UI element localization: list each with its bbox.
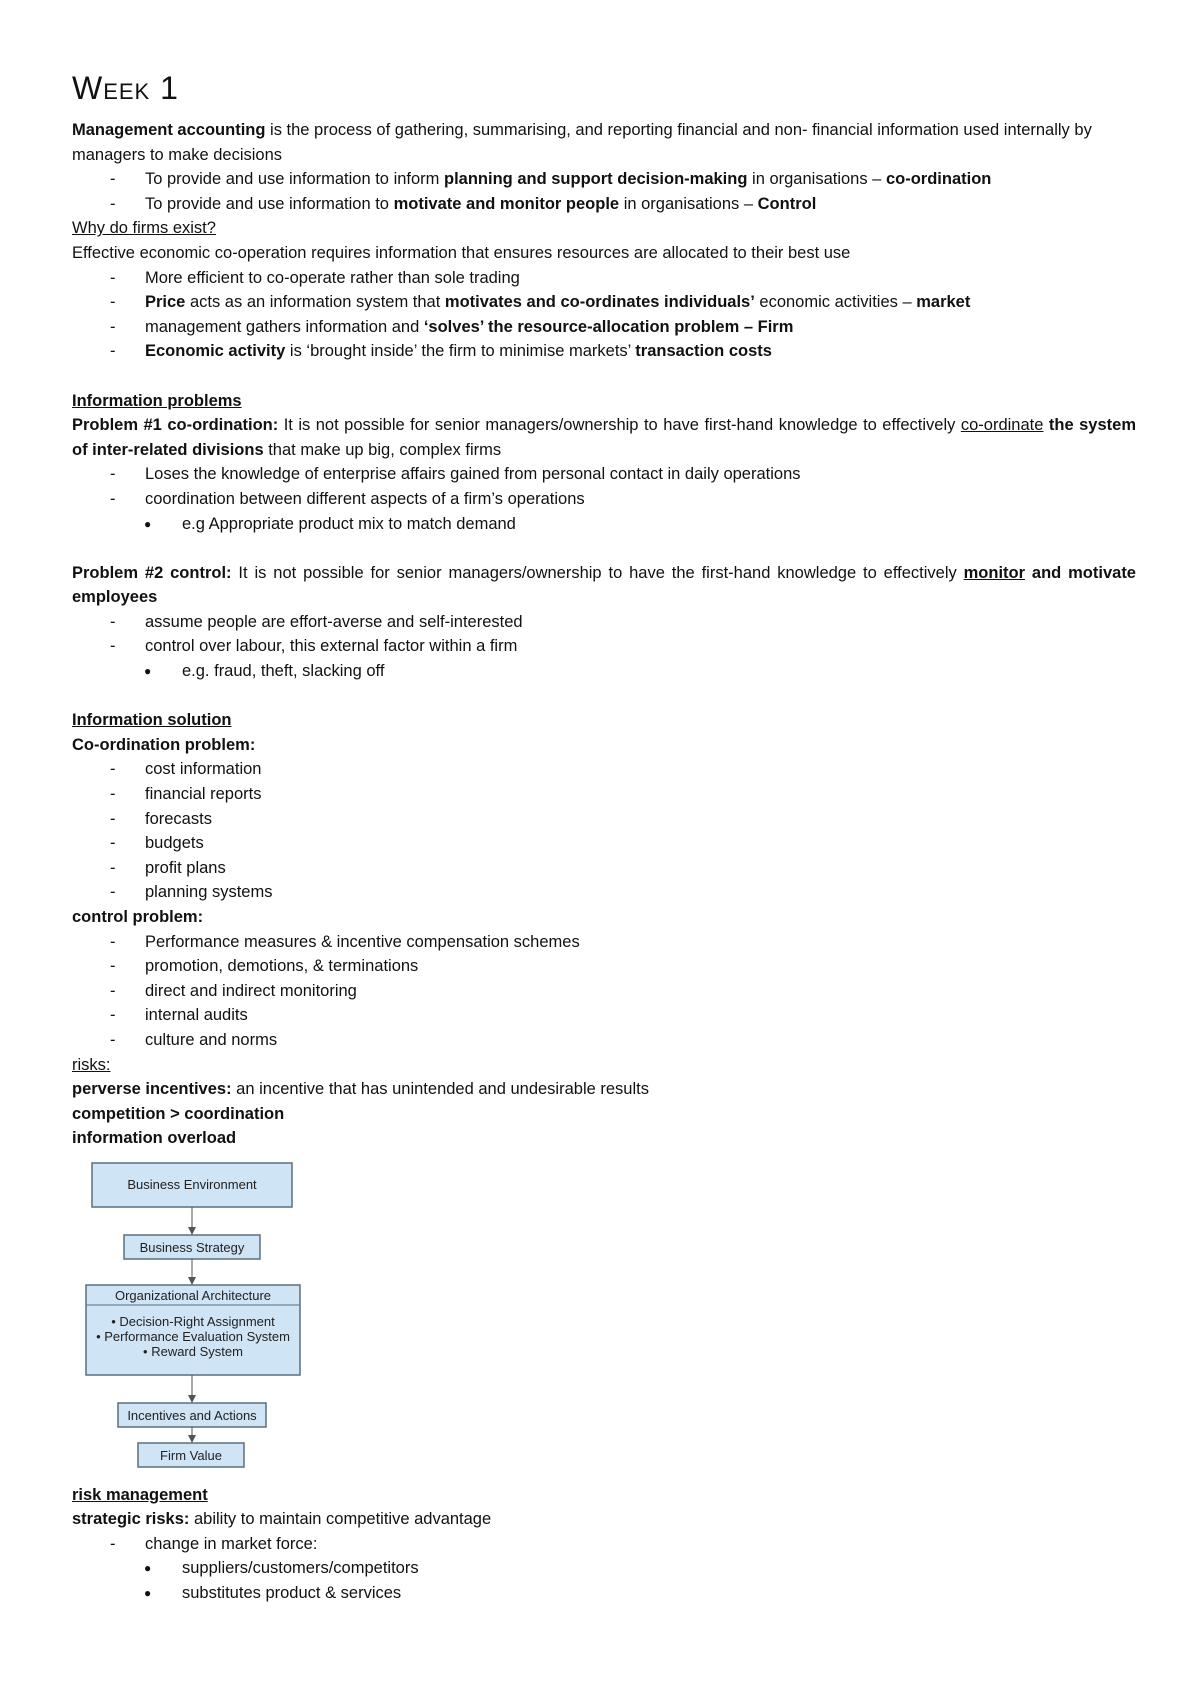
list-item: - change in market force: <box>72 1532 1136 1557</box>
list-item: - coordination between different aspects of a firm’s operations <box>72 487 1136 512</box>
control-label: control problem: <box>72 908 204 926</box>
list-item: ● e.g. fraud, theft, slacking off <box>72 659 1136 684</box>
problem-2-paragraph: Problem #2 control: It is not possible for senior managers/ownership to have the first-hand knowledge to effectively monitor and motivate employees <box>72 563 1136 607</box>
why-text: Effective economic co-operation requires information that ensures resources are allocated to their best use <box>72 243 851 262</box>
perverse-incentives: perverse incentives: an incentive that has unintended and undesirable results <box>72 1080 649 1099</box>
info-solution-heading: Information solution <box>72 711 232 730</box>
list-item: - management gathers information and ‘solves’ the resource-allocation problem – Firm <box>72 315 1136 340</box>
risk-list <box>72 1532 1136 1557</box>
coordination-label: Co-ordination problem: <box>72 735 256 754</box>
problem-2-sublist <box>72 659 1136 684</box>
svg-text:• Reward System: • Reward System <box>143 1343 243 1359</box>
incentives-actions-box <box>118 1403 266 1427</box>
problem-1-list <box>72 462 1136 511</box>
svg-text:Incentives and Actions: Incentives and Actions <box>127 1407 257 1423</box>
list-item: - assume people are effort-averse and self-interested <box>72 610 1136 635</box>
svg-text:Business Strategy: Business Strategy <box>139 1239 245 1255</box>
risk-sublist <box>72 1556 1136 1605</box>
organizational-architecture-box <box>86 1285 300 1375</box>
architecture-flowchart <box>82 1159 302 1469</box>
business-strategy-box <box>124 1235 260 1259</box>
list-item: - Economic activity is ‘brought inside’ the firm to minimise markets’ transaction costs <box>72 339 1136 364</box>
list-item: - promotion, demotions, & terminations <box>72 954 1136 979</box>
intro-text: is the process of gathering, summarising, and reporting financial and non- financial information used internally by managers to make decisions <box>72 121 1092 164</box>
list-item: - planning systems <box>72 880 1136 905</box>
why-heading: Why do firms exist? <box>72 219 216 238</box>
problem-2-list <box>72 610 1136 659</box>
control-list <box>72 930 1136 1053</box>
svg-text:• Decision-Right Assignment: • Decision-Right Assignment <box>111 1313 275 1329</box>
overload-line: information overload <box>72 1129 237 1148</box>
intro-list <box>72 167 1136 216</box>
problem-1-paragraph: Problem #1 co-ordination: It is not possible for senior managers/ownership to have first-hand knowledge to effectively co-ordinate the system of inter-related divisions that make up big, complex firms <box>72 416 1137 459</box>
list-item: ● e.g Appropriate product mix to match demand <box>72 512 1136 537</box>
page-title: Week 1 <box>72 70 179 106</box>
coordination-list <box>72 757 1136 905</box>
list-item: - control over labour, this external factor within a firm <box>72 634 1136 659</box>
list-item: - Loses the knowledge of enterprise affairs gained from personal contact in daily operations <box>72 462 1136 487</box>
list-item: - budgets <box>72 831 1136 856</box>
list-item: - Price acts as an information system that motivates and co-ordinates individuals’ economic activities – market <box>72 290 1136 315</box>
business-environment-box <box>92 1163 292 1207</box>
list-item: - To provide and use information to inform planning and support decision-making in organisations – co-ordination <box>72 167 1136 192</box>
document-body <box>72 68 1136 1606</box>
list-item: - profit plans <box>72 856 1136 881</box>
list-item: ● suppliers/customers/competitors <box>72 1556 1136 1581</box>
intro-paragraph <box>72 118 1136 167</box>
architecture-diagram <box>82 1159 1136 1477</box>
list-item: - More efficient to co-operate rather than sole trading <box>72 266 1136 291</box>
svg-text:Firm Value: Firm Value <box>160 1447 222 1463</box>
firm-value-box <box>138 1443 244 1467</box>
problem-1-sublist <box>72 512 1136 537</box>
intro-term: Management accounting <box>72 121 266 139</box>
list-item: - internal audits <box>72 1003 1136 1028</box>
strategic-risks: strategic risks: ability to maintain competitive advantage <box>72 1510 492 1529</box>
list-item: - To provide and use information to motivate and monitor people in organisations – Control <box>72 192 1136 217</box>
svg-text:Business Environment: Business Environment <box>127 1176 257 1192</box>
list-item: - Performance measures & incentive compensation schemes <box>72 930 1136 955</box>
why-list <box>72 266 1136 364</box>
competition-line: competition > coordination <box>72 1104 285 1123</box>
svg-text:Organizational Architecture: Organizational Architecture <box>114 1287 272 1303</box>
list-item: - forecasts <box>72 807 1136 832</box>
list-item: ● substitutes product & services <box>72 1581 1136 1606</box>
svg-text:• Performance Evaluation Syste: • Performance Evaluation System <box>96 1328 290 1344</box>
info-problems-heading: Information problems <box>72 391 242 410</box>
list-item: - direct and indirect monitoring <box>72 979 1136 1004</box>
list-item: - cost information <box>72 757 1136 782</box>
risk-management-heading: risk management <box>72 1485 208 1504</box>
list-item: - culture and norms <box>72 1028 1136 1053</box>
list-item: - financial reports <box>72 782 1136 807</box>
risks-heading: risks: <box>72 1055 111 1074</box>
